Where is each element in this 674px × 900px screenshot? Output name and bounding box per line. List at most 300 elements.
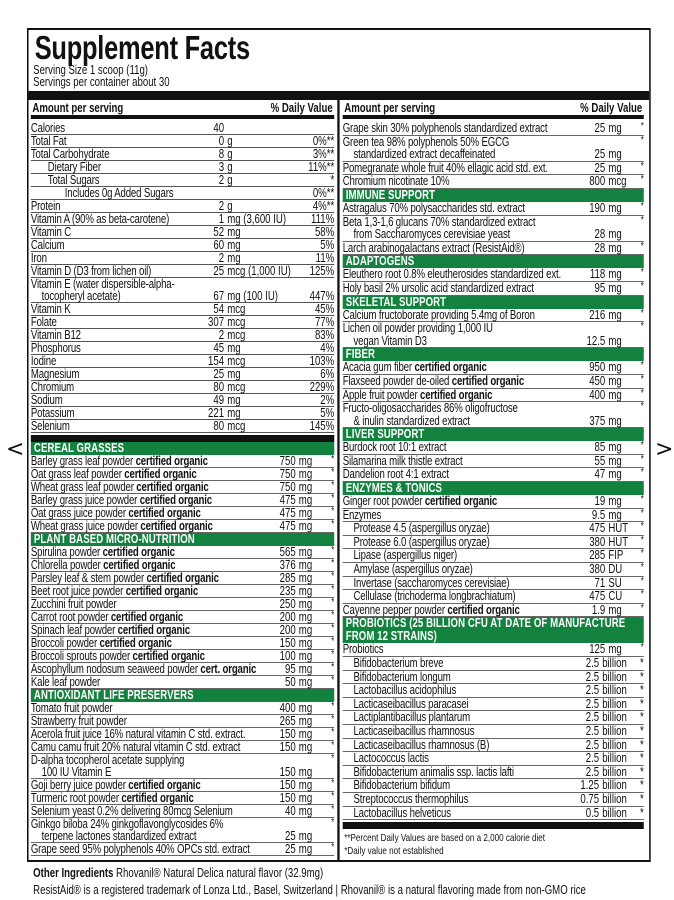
amount-unit: g bbox=[227, 173, 233, 187]
amount-quantity: 565 bbox=[279, 545, 296, 559]
section-header: FIBER bbox=[343, 348, 644, 361]
amount-unit: HUT bbox=[608, 534, 629, 549]
daily-value: * bbox=[640, 791, 644, 806]
daily-value: 111% bbox=[311, 212, 335, 226]
ingredient-row bbox=[343, 522, 644, 536]
daily-value: * bbox=[331, 584, 335, 595]
amount-unit: mg bbox=[608, 360, 622, 375]
ingredient-name bbox=[343, 725, 573, 738]
other-ingredients bbox=[33, 865, 651, 882]
name-text: Flaxseed powder de-oiled bbox=[342, 373, 452, 388]
amount-unit: mg bbox=[608, 160, 622, 175]
name-text: Broccoli sprouts powder bbox=[30, 649, 133, 663]
ingredient-name bbox=[343, 202, 576, 215]
ingredient-row bbox=[343, 657, 644, 671]
ingredient-row bbox=[343, 711, 644, 725]
daily-value: * bbox=[640, 134, 644, 146]
divider-bar bbox=[343, 822, 644, 829]
amount-unit: billion bbox=[602, 696, 627, 711]
daily-value: * bbox=[640, 507, 644, 519]
ingredient-name bbox=[31, 728, 267, 740]
amount-quantity: 1 bbox=[218, 212, 225, 226]
amount-unit: billion bbox=[602, 669, 627, 684]
ingredient-name bbox=[343, 136, 576, 161]
certified-organic-text: certified organic bbox=[420, 387, 493, 402]
ingredient-row bbox=[343, 752, 644, 766]
amount-unit: mg bbox=[608, 121, 622, 135]
ingredient-name bbox=[343, 242, 576, 255]
amount-quantity: 400 bbox=[279, 701, 296, 715]
daily-value: * bbox=[640, 696, 644, 711]
amount-quantity: 0 bbox=[218, 134, 225, 148]
ingredient-name bbox=[343, 643, 576, 656]
daily-value: 4%** bbox=[312, 199, 335, 213]
amount-unit: mg bbox=[298, 701, 313, 715]
certified-organic-text: certified organic bbox=[121, 791, 194, 805]
daily-value: * bbox=[640, 160, 644, 172]
amount-quantity: 95 bbox=[594, 280, 606, 295]
amount-quantity: 2 bbox=[218, 199, 225, 213]
amount-unit: mg bbox=[298, 804, 313, 818]
amount-quantity: 25 bbox=[285, 829, 296, 843]
ingredient-name bbox=[31, 329, 193, 341]
daily-value: * bbox=[331, 817, 335, 828]
amount-quantity: 190 bbox=[589, 200, 606, 215]
name-text: Lactobacillus helveticus bbox=[353, 805, 451, 820]
amount-unit: billion bbox=[602, 791, 627, 806]
name-text: Bifidobacterium longum bbox=[353, 669, 451, 684]
name-text: Wheat grass juice powder bbox=[30, 519, 141, 533]
daily-value: * bbox=[640, 751, 644, 766]
certified-organic-text: certified organic bbox=[447, 602, 520, 617]
ingredient-row bbox=[31, 818, 334, 843]
name-text: Beta 1,3-1,6 glucans 70% standardized extract bbox=[342, 214, 536, 229]
ingredient-row bbox=[31, 303, 334, 316]
name-text: Cellulase (trichoderma longbrachiatum) bbox=[353, 589, 516, 604]
name-text: Parsley leaf & stem powder bbox=[30, 571, 147, 585]
amount-unit: billion bbox=[602, 723, 627, 738]
ingredient-name bbox=[343, 522, 576, 535]
ingredient-row bbox=[343, 807, 644, 821]
ingredient-name bbox=[31, 394, 193, 406]
name-text: Potassium bbox=[30, 406, 75, 420]
facts-panel bbox=[27, 28, 651, 862]
name-text: Lacticaseibacillus rhamnosus bbox=[353, 723, 475, 738]
certified-organic-text: certified organic bbox=[424, 494, 498, 509]
name-text: Fructo-oligosaccharides 86% oligofructose bbox=[342, 401, 518, 416]
amount-unit: mg bbox=[227, 406, 241, 420]
daily-value: * bbox=[331, 842, 335, 853]
amount-quantity: 221 bbox=[208, 406, 225, 420]
ingredient-name bbox=[343, 711, 573, 724]
amount-unit: mg bbox=[298, 545, 313, 559]
amount-quantity: 450 bbox=[589, 373, 606, 388]
name-continuation: 100 IU Vitamin E bbox=[41, 765, 112, 779]
footnotes bbox=[343, 829, 644, 860]
name-text: Green tea 98% polyphenols 50% EGCG bbox=[342, 134, 510, 149]
name-text: Vitamin B12 bbox=[30, 328, 81, 342]
ingredient-name bbox=[343, 441, 576, 454]
amount-quantity: 8 bbox=[218, 147, 225, 161]
ingredient-name bbox=[343, 322, 576, 347]
amount-quantity: 150 bbox=[279, 778, 296, 792]
name-text: Vitamin K bbox=[30, 302, 71, 316]
amount-unit: mcg bbox=[227, 302, 246, 316]
ingredient-name bbox=[31, 135, 193, 147]
amount-unit: g bbox=[227, 160, 233, 174]
certified-organic-text: certified organic bbox=[414, 360, 487, 375]
amount-unit: HUT bbox=[608, 521, 629, 536]
ingredient-row bbox=[31, 187, 334, 200]
ingredient-name bbox=[31, 611, 267, 623]
amount-quantity: 475 bbox=[279, 506, 296, 520]
amount-quantity: 85 bbox=[594, 440, 606, 455]
amount-unit: mg bbox=[608, 453, 622, 468]
daily-value: * bbox=[331, 649, 335, 660]
name-text: Grape skin 30% polyphenols standardized extract bbox=[342, 121, 548, 135]
amount-quantity: 71 bbox=[594, 575, 606, 590]
right-column bbox=[337, 100, 646, 860]
amount-quantity: 3 bbox=[218, 160, 225, 174]
daily-value: * bbox=[640, 121, 644, 132]
amount-quantity: 40 bbox=[285, 804, 296, 818]
other-ingredients-label: Other Ingredients bbox=[33, 866, 114, 881]
amount-unit: FIP bbox=[608, 548, 624, 563]
ingredient-name bbox=[31, 381, 193, 393]
ingredient-row bbox=[343, 136, 644, 162]
amount-quantity: 800 bbox=[589, 174, 606, 189]
name-continuation: standardized extract decaffeinated bbox=[353, 147, 496, 162]
ingredient-name bbox=[31, 368, 193, 380]
daily-value: * bbox=[640, 321, 644, 333]
ingredient-name bbox=[343, 793, 573, 806]
column-header bbox=[343, 100, 644, 119]
name-text: Includes 0g Added Sugars bbox=[64, 186, 174, 200]
ingredient-name bbox=[31, 585, 267, 597]
daily-value: 145% bbox=[309, 419, 335, 433]
ingredient-name bbox=[343, 604, 576, 617]
name-text: Calcium bbox=[30, 238, 65, 252]
daily-value: 447% bbox=[309, 289, 335, 303]
daily-value: * bbox=[640, 174, 644, 186]
ingredient-name bbox=[343, 698, 573, 711]
daily-value: * bbox=[640, 214, 644, 226]
section-header: PLANT BASED MICRO-NUTRITION bbox=[31, 533, 334, 546]
amount-quantity: 80 bbox=[213, 419, 225, 433]
ingredient-name bbox=[343, 671, 573, 684]
name-text: Turmeric root powder bbox=[30, 791, 122, 805]
daily-value: * bbox=[640, 805, 644, 820]
chevron-left-icon[interactable]: < bbox=[6, 437, 25, 462]
amount-unit: mg bbox=[608, 387, 622, 402]
ingredient-row bbox=[343, 495, 644, 509]
amount-unit: mg bbox=[227, 251, 241, 265]
ingredient-name bbox=[343, 766, 573, 779]
section-header: SKELETAL SUPPORT bbox=[343, 296, 644, 309]
amount-quantity: 55 bbox=[594, 453, 606, 468]
amount-unit: mg bbox=[298, 842, 313, 856]
ingredient-row bbox=[343, 698, 644, 712]
daily-value: * bbox=[640, 656, 644, 670]
chevron-right-icon[interactable]: > bbox=[655, 437, 674, 462]
daily-value: * bbox=[331, 454, 335, 465]
ingredient-row bbox=[31, 407, 334, 420]
daily-value: * bbox=[640, 562, 644, 574]
name-text: Lactococcus lactis bbox=[353, 751, 429, 766]
ingredient-name bbox=[343, 563, 576, 576]
amount-unit: mg bbox=[298, 791, 313, 805]
amount-unit: mg bbox=[298, 675, 313, 689]
amount-unit: mg bbox=[608, 200, 622, 215]
ingredient-name bbox=[343, 779, 573, 792]
daily-value-heading: % Daily Value bbox=[270, 101, 333, 115]
ingredient-row bbox=[343, 766, 644, 780]
amount-quantity: 150 bbox=[279, 740, 296, 754]
amount-unit: mcg bbox=[227, 315, 246, 329]
daily-value: * bbox=[331, 636, 335, 647]
ingredient-row bbox=[343, 671, 644, 685]
footnote-percent-dv: **Percent Daily Values are based on a 2,000 calorie diet bbox=[344, 832, 545, 845]
name-text: Streptococcus thermophilus bbox=[353, 791, 469, 806]
daily-value: * bbox=[640, 280, 644, 292]
ingredient-name bbox=[31, 559, 267, 571]
name-text: Total Carbohydrate bbox=[30, 147, 110, 161]
daily-value: * bbox=[640, 642, 644, 654]
amount-quantity: 750 bbox=[279, 467, 296, 481]
name-text: Cayenne pepper powder bbox=[342, 602, 448, 617]
name-text: D-alpha tocopherol acetate supplying bbox=[30, 753, 185, 767]
ingredient-row bbox=[343, 793, 644, 807]
daily-value: * bbox=[331, 778, 335, 789]
amount-quantity: 750 bbox=[279, 480, 296, 494]
name-text: Phosphorus bbox=[30, 341, 81, 355]
daily-value: * bbox=[640, 240, 644, 252]
amount-unit: mg bbox=[608, 240, 622, 255]
name-text: Magnesium bbox=[30, 367, 80, 381]
name-text: Bifidobacterium bifidum bbox=[353, 778, 450, 793]
amount-unit: mg bbox=[298, 649, 313, 663]
name-text: Barley grass leaf powder bbox=[30, 454, 136, 468]
ingredient-section bbox=[343, 255, 644, 295]
name-text: Ascophyllum nodosum seaweed powder bbox=[30, 662, 201, 676]
name-text: Calories bbox=[30, 121, 65, 135]
name-text: Chromium nicotinate 10% bbox=[342, 174, 450, 189]
amount-unit: mg bbox=[298, 623, 313, 637]
amount-quantity: 2.5 bbox=[585, 710, 600, 725]
ingredient-name bbox=[343, 807, 573, 820]
amount-quantity: 200 bbox=[279, 610, 296, 624]
section-header: CEREAL GRASSES bbox=[31, 442, 334, 455]
daily-value: 2% bbox=[320, 393, 335, 407]
ingredient-row bbox=[343, 216, 644, 242]
ingredient-name bbox=[343, 402, 576, 427]
right-ingredient-sections bbox=[343, 119, 644, 820]
ingredient-name bbox=[31, 741, 267, 753]
daily-value: * bbox=[640, 373, 644, 385]
amount-quantity: 67 bbox=[213, 289, 225, 303]
amount-unit: mg bbox=[608, 494, 622, 509]
amount-unit: mg bbox=[298, 765, 313, 779]
ingredient-row bbox=[343, 162, 644, 176]
ingredient-name bbox=[31, 805, 267, 817]
name-text: Acerola fruit juice 16% natural vitamin C std. extract. bbox=[30, 727, 246, 741]
amount-unit: mg (100 IU) bbox=[227, 289, 279, 303]
daily-value: * bbox=[331, 701, 335, 712]
ingredient-name bbox=[31, 342, 193, 354]
daily-value: 0%** bbox=[312, 186, 335, 200]
ingredient-row bbox=[343, 389, 644, 403]
amount-quantity: 0.5 bbox=[585, 805, 600, 820]
ingredient-name bbox=[31, 468, 267, 480]
ingredient-row bbox=[31, 213, 334, 226]
daily-value: 0%** bbox=[312, 134, 335, 148]
daily-value: * bbox=[640, 710, 644, 725]
amount-quantity: 285 bbox=[589, 548, 606, 563]
amount-quantity: 2 bbox=[218, 328, 225, 342]
amount-quantity: 2.5 bbox=[585, 656, 600, 670]
section-header: ANTIOXIDANT LIFE PRESERVERS bbox=[31, 689, 334, 702]
ingredient-name bbox=[343, 468, 576, 481]
name-text: Kale leaf powder bbox=[30, 675, 101, 689]
ingredient-name bbox=[343, 162, 576, 175]
daily-value-heading: % Daily Value bbox=[580, 101, 643, 115]
ingredient-name bbox=[343, 309, 576, 322]
amount-unit: g bbox=[227, 199, 233, 213]
other-ingredients-text: Rhovanil® Natural Delica natural flavor (32.9mg) bbox=[113, 866, 324, 881]
amount-unit: mg bbox=[227, 393, 241, 407]
name-continuation: from Saccharomyces cerevisiae yeast bbox=[353, 227, 511, 242]
amount-unit: billion bbox=[602, 737, 627, 752]
ingredient-row bbox=[343, 779, 644, 793]
name-continuation: tocopheryl acetate) bbox=[41, 289, 121, 303]
ingredient-name bbox=[31, 213, 193, 225]
name-text: Burdock root 10:1 extract bbox=[342, 440, 447, 455]
name-text: Iodine bbox=[30, 354, 57, 368]
name-text: Grape seed 95% polyphenols 40% OPCs std. extract bbox=[30, 842, 250, 856]
footnote-dv-not-established: *Daily value not established bbox=[344, 845, 444, 858]
daily-value: 103% bbox=[309, 354, 335, 368]
name-text: Astragalus 70% polysaccharides std. extract bbox=[342, 200, 525, 215]
certified-organic-text: certified organic bbox=[451, 373, 525, 388]
ingredient-name bbox=[31, 303, 193, 315]
daily-value: * bbox=[331, 493, 335, 504]
daily-value: 45% bbox=[314, 302, 335, 316]
ingredient-name bbox=[31, 316, 193, 328]
amount-unit: mg bbox=[608, 507, 622, 522]
amount-unit: mg bbox=[298, 778, 313, 792]
certified-organic-text: certified organic bbox=[136, 480, 209, 494]
ingredient-section bbox=[343, 617, 644, 820]
amount-quantity: 475 bbox=[589, 589, 606, 604]
daily-value: 3%** bbox=[312, 147, 335, 161]
amount-quantity: 2.5 bbox=[585, 723, 600, 738]
daily-value: * bbox=[331, 675, 335, 686]
name-text: Camu camu fruit 20% natural vitamin C std. extract bbox=[30, 740, 241, 754]
name-continuation: terpene lactones standardized extract bbox=[41, 829, 197, 843]
daily-value: * bbox=[640, 778, 644, 793]
ingredient-row bbox=[31, 239, 334, 252]
ingredient-name bbox=[31, 161, 193, 173]
amount-quantity: 475 bbox=[589, 521, 606, 536]
ingredient-name bbox=[31, 507, 267, 519]
amount-unit: mg bbox=[608, 280, 622, 295]
section-header: IMMUNE SUPPORT bbox=[343, 189, 644, 202]
name-text: Vitamin A (90% as beta-carotene) bbox=[30, 212, 170, 226]
amount-unit: billion bbox=[602, 683, 627, 698]
ingredient-row bbox=[343, 725, 644, 739]
daily-value: * bbox=[640, 602, 644, 614]
daily-value: * bbox=[640, 669, 644, 684]
ingredient-name bbox=[343, 549, 576, 562]
amount-quantity: 150 bbox=[279, 765, 296, 779]
name-text: Pomegranate whole fruit 40% ellagic acid std. ext. bbox=[342, 160, 548, 175]
ingredient-row bbox=[31, 122, 334, 135]
daily-value: * bbox=[640, 467, 644, 479]
daily-value: * bbox=[331, 480, 335, 491]
certified-organic-text: certified organic bbox=[135, 454, 208, 468]
ingredient-row bbox=[343, 268, 644, 282]
amount-unit: mg bbox=[298, 597, 313, 611]
daily-value: * bbox=[640, 575, 644, 587]
section-header: PROBIOTICS (25 BILLION CFU AT DATE OF MANUFACTURE FROM 12 STRAINS) bbox=[343, 617, 644, 643]
amount-quantity: 118 bbox=[589, 267, 606, 282]
ingredient-row bbox=[343, 322, 644, 348]
daily-value: 5% bbox=[320, 406, 335, 420]
daily-value: * bbox=[331, 610, 335, 621]
amount-unit: mg bbox=[298, 571, 313, 585]
daily-value: * bbox=[331, 506, 335, 517]
amount-quantity: 750 bbox=[279, 454, 296, 468]
amount-quantity: 2.5 bbox=[585, 683, 600, 698]
ingredient-name bbox=[343, 282, 576, 295]
ingredient-row bbox=[343, 549, 644, 563]
ingredient-name bbox=[31, 598, 267, 610]
amount-per-serving-heading: Amount per serving bbox=[32, 101, 124, 115]
ingredient-row bbox=[31, 342, 334, 355]
name-text: Lichen oil powder providing 1,000 IU bbox=[342, 321, 493, 336]
daily-value: * bbox=[331, 714, 335, 725]
ingredient-name bbox=[343, 739, 573, 752]
amount-unit: g bbox=[227, 134, 233, 148]
certified-organic-text: certified organic bbox=[102, 545, 175, 559]
ingredient-row bbox=[343, 684, 644, 698]
amount-quantity: 2.5 bbox=[585, 669, 600, 684]
daily-value: 11%** bbox=[308, 160, 335, 174]
amount-quantity: 50 bbox=[285, 675, 296, 689]
daily-value: * bbox=[640, 548, 644, 560]
amount-unit: mg bbox=[608, 602, 622, 617]
certified-organic-text: certified organic bbox=[117, 623, 190, 637]
daily-value: * bbox=[331, 727, 335, 738]
name-text: Oat grass juice powder bbox=[30, 506, 129, 520]
amount-quantity: 60 bbox=[213, 238, 225, 252]
amount-unit: mg bbox=[608, 413, 622, 428]
amount-unit: billion bbox=[602, 656, 627, 670]
columns bbox=[29, 100, 650, 860]
daily-value: 11% bbox=[315, 251, 335, 265]
certified-organic-text: certified organic bbox=[140, 519, 213, 533]
ingredient-name bbox=[31, 843, 267, 855]
amount-unit: mg bbox=[608, 333, 622, 348]
amount-unit: mcg bbox=[227, 328, 246, 342]
name-text: Acacia gum fiber bbox=[342, 360, 415, 375]
ingredient-row bbox=[343, 375, 644, 389]
daily-value: * bbox=[640, 723, 644, 738]
supplement-facts-label bbox=[27, 28, 651, 899]
ingredient-name bbox=[31, 546, 267, 558]
name-text: Tomato fruit powder bbox=[30, 701, 113, 715]
ingredient-row bbox=[343, 455, 644, 469]
